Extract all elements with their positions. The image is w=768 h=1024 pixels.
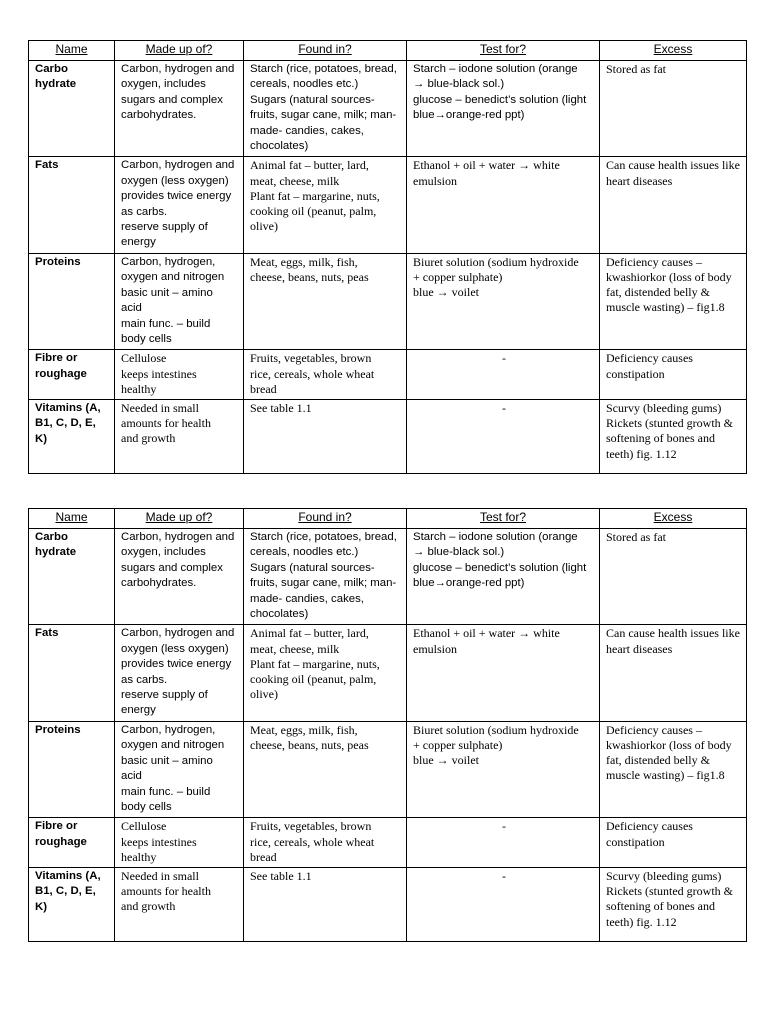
cell-line: Starch – iodone solution (orange (413, 531, 578, 543)
cell-line: fat, distended belly & (606, 285, 710, 300)
cell-line: - (502, 868, 506, 883)
cell-name (29, 529, 115, 625)
cell-excess (600, 721, 747, 817)
cell-test-for (407, 350, 600, 400)
cell-line: Deficiency causes (606, 351, 693, 366)
cell-line: Fibre or (35, 352, 78, 365)
table-row (29, 529, 747, 625)
cell-line: See table 1.1 (250, 400, 312, 415)
table-row (29, 867, 747, 941)
cell-line: Plant fat – margarine, nuts, (250, 656, 380, 671)
cell-test-for (407, 399, 600, 473)
cell-line: basic unit – amino (121, 754, 213, 767)
cell-line: olive) (250, 687, 278, 702)
cell-line: cooking oil (peanut, palm, (250, 672, 377, 687)
cell-line: constipation (606, 834, 665, 849)
cell-found-in (244, 625, 407, 721)
cell-line: Cellulose (121, 819, 167, 834)
cell-line: bread (250, 381, 277, 396)
cell-line: softening of bones and (606, 899, 715, 914)
cell-line: Deficiency causes (606, 819, 693, 834)
cell-line: rice, cereals, whole wheat (250, 834, 375, 849)
cell-test-for (407, 721, 600, 817)
cell-line: Fruits, vegetables, brown (250, 351, 372, 366)
cell-line: amounts for health (121, 884, 211, 899)
cell-found-in (244, 818, 407, 868)
cell-line: teeth) fig. 1.12 (606, 914, 677, 929)
cell-excess (600, 61, 747, 157)
cell-line: → blue-black sol.) (413, 546, 505, 559)
cell-excess (600, 157, 747, 253)
cell-line: energy (121, 704, 156, 717)
table-row (29, 350, 747, 400)
cell-found-in (244, 61, 407, 157)
cell-line: roughage (35, 367, 87, 380)
cell-line: bread (250, 849, 277, 864)
cell-name (29, 253, 115, 349)
cell-line: - (502, 351, 506, 366)
cell-name (29, 399, 115, 473)
cell-line: sugars and complex (121, 93, 223, 106)
cell-line: carbohydrates. (121, 109, 197, 122)
cell-line: Plant fat – margarine, nuts, (250, 188, 380, 203)
cell-found-in (244, 867, 407, 941)
cell-line: Sugars (natural sources- (250, 93, 375, 106)
cell-line: Starch – iodone solution (orange (413, 63, 578, 75)
cell-line: cereals, noodles etc.) (250, 78, 359, 91)
cell-line: chocolates) (250, 608, 309, 621)
cell-line: made- candies, cakes, (250, 124, 364, 137)
cell-line: kwashiorkor (loss of body (606, 738, 732, 753)
cell-line: Ethanol + oil + water → white (413, 626, 560, 641)
cell-line: glucose – benedict’s solution (light (413, 561, 587, 574)
cell-line: provides twice energy (121, 658, 232, 671)
header-excess: Excess (600, 41, 747, 61)
table-row (29, 157, 747, 253)
cell-line: Deficiency causes – (606, 722, 702, 737)
cell-line: blue→orange-red ppt) (413, 577, 525, 590)
cell-line: oxygen, includes (121, 78, 206, 91)
cell-excess (600, 253, 747, 349)
cell-line: emulsion (413, 641, 457, 656)
cell-line: hydrate (35, 546, 77, 559)
header-test-for: Test for? (407, 509, 600, 529)
cell-test-for (407, 157, 600, 253)
cell-name (29, 818, 115, 868)
cell-line: Cellulose (121, 351, 167, 366)
cell-line: Carbon, hydrogen, (121, 723, 216, 736)
cell-line: Stored as fat (606, 530, 666, 544)
cell-line: acid (121, 770, 142, 783)
cell-test-for (407, 529, 600, 625)
cell-line: cheese, beans, nuts, peas (250, 270, 369, 285)
cell-excess (600, 867, 747, 941)
cell-test-for (407, 253, 600, 349)
cell-line: roughage (35, 835, 87, 848)
cell-made-up-of (115, 867, 244, 941)
cell-line: cooking oil (peanut, palm, (250, 204, 377, 219)
cell-line: Can cause health issues like (606, 626, 740, 641)
header-made-up-of: Made up of? (115, 509, 244, 529)
cell-line: Stored as fat (606, 62, 666, 76)
cell-made-up-of (115, 157, 244, 253)
cell-line: teeth) fig. 1.12 (606, 446, 677, 461)
cell-line: meat, cheese, milk (250, 641, 340, 656)
cell-excess (600, 625, 747, 721)
cell-made-up-of (115, 529, 244, 625)
cell-line: Starch (rice, potatoes, bread, (250, 531, 397, 543)
nutrient-table-1 (28, 40, 747, 474)
cell-line: oxygen (less oxygen) (121, 642, 229, 655)
cell-line: and growth (121, 431, 176, 446)
cell-line: Fruits, vegetables, brown (250, 819, 372, 834)
cell-line: Rickets (stunted growth & (606, 884, 733, 899)
cell-made-up-of (115, 61, 244, 157)
cell-line: kwashiorkor (loss of body (606, 270, 732, 285)
cell-found-in (244, 529, 407, 625)
cell-line: as carbs. (121, 205, 168, 218)
cell-line: blue → voilet (413, 285, 479, 300)
cell-name (29, 867, 115, 941)
cell-name (29, 350, 115, 400)
cell-line: fruits, sugar cane, milk; man- (250, 577, 397, 590)
cell-line: healthy (121, 849, 157, 864)
cell-line: oxygen and nitrogen (121, 739, 225, 752)
cell-line: Animal fat – butter, lard, (250, 626, 369, 641)
cell-line: fruits, sugar cane, milk; man- (250, 109, 397, 122)
cell-line: Rickets (stunted growth & (606, 416, 733, 431)
cell-line: hydrate (35, 78, 77, 91)
cell-made-up-of (115, 399, 244, 473)
header-name: Name (29, 509, 115, 529)
cell-line: - (502, 819, 506, 834)
cell-found-in (244, 157, 407, 253)
cell-made-up-of (115, 818, 244, 868)
cell-found-in (244, 721, 407, 817)
cell-line: rice, cereals, whole wheat (250, 366, 375, 381)
cell-line: oxygen (less oxygen) (121, 174, 229, 187)
cell-line: Ethanol + oil + water → white (413, 158, 560, 173)
cell-line: chocolates) (250, 140, 309, 153)
cell-line: Carbon, hydrogen, (121, 255, 216, 268)
cell-line: oxygen and nitrogen (121, 271, 225, 284)
header-found-in: Found in? (244, 509, 407, 529)
cell-line: made- candies, cakes, (250, 592, 364, 605)
cell-line: B1, C, D, E, K) (35, 885, 96, 913)
table-row (29, 721, 747, 817)
cell-line: Meat, eggs, milk, fish, (250, 254, 358, 269)
cell-line: B1, C, D, E, K) (35, 417, 96, 445)
cell-line: heart diseases (606, 173, 673, 188)
cell-made-up-of (115, 253, 244, 349)
cell-line: Starch (rice, potatoes, bread, (250, 63, 397, 75)
cell-line: Proteins (35, 723, 81, 736)
cell-line: Carbo (35, 531, 68, 543)
header-row (29, 41, 747, 61)
nutrient-table-2 (28, 508, 747, 942)
cell-line: + copper sulphate) (413, 270, 503, 285)
cell-line: provides twice energy (121, 190, 232, 203)
cell-line: Proteins (35, 255, 81, 268)
cell-name (29, 157, 115, 253)
cell-line: Biuret solution (sodium hydroxide (413, 254, 579, 269)
cell-line: Scurvy (bleeding gums) (606, 868, 722, 883)
cell-line: cereals, noodles etc.) (250, 546, 359, 559)
cell-name (29, 625, 115, 721)
cell-line: Animal fat – butter, lard, (250, 158, 369, 173)
cell-name (29, 721, 115, 817)
cell-line: Fibre or (35, 820, 78, 833)
cell-line: muscle wasting) – fig1.8 (606, 300, 725, 315)
cell-line: Can cause health issues like (606, 158, 740, 173)
cell-line: Deficiency causes – (606, 254, 702, 269)
cell-line: + copper sulphate) (413, 738, 503, 753)
cell-line: Carbo (35, 63, 68, 75)
cell-line: main func. – build (121, 317, 211, 330)
header-name: Name (29, 41, 115, 61)
cell-line: Vitamins (A, (35, 869, 101, 882)
cell-line: acid (121, 302, 142, 315)
cell-line: and growth (121, 899, 176, 914)
cell-line: Meat, eggs, milk, fish, (250, 722, 358, 737)
header-made-up-of: Made up of? (115, 41, 244, 61)
cell-line: Sugars (natural sources- (250, 561, 375, 574)
cell-test-for (407, 61, 600, 157)
table-row (29, 625, 747, 721)
cell-line: body cells (121, 800, 172, 813)
cell-line: Carbon, hydrogen and (121, 627, 235, 640)
cell-line: blue→orange-red ppt) (413, 109, 525, 122)
table-row (29, 61, 747, 157)
header-row (29, 509, 747, 529)
cell-line: basic unit – amino (121, 286, 213, 299)
cell-line: amounts for health (121, 416, 211, 431)
cell-found-in (244, 350, 407, 400)
cell-line: healthy (121, 381, 157, 396)
cell-line: Vitamins (A, (35, 401, 101, 414)
cell-line: softening of bones and (606, 431, 715, 446)
cell-line: energy (121, 236, 156, 249)
cell-line: keeps intestines (121, 834, 197, 849)
cell-line: emulsion (413, 173, 457, 188)
cell-line: glucose – benedict’s solution (light (413, 93, 587, 106)
cell-line: oxygen, includes (121, 546, 206, 559)
cell-excess (600, 350, 747, 400)
cell-line: main func. – build (121, 785, 211, 798)
cell-line: → blue-black sol.) (413, 78, 505, 91)
cell-found-in (244, 253, 407, 349)
cell-line: keeps intestines (121, 366, 197, 381)
cell-line: See table 1.1 (250, 868, 312, 883)
cell-line: - (502, 400, 506, 415)
cell-line: reserve supply of (121, 221, 208, 234)
cell-line: Scurvy (bleeding gums) (606, 400, 722, 415)
cell-name (29, 61, 115, 157)
cell-line: blue → voilet (413, 753, 479, 768)
cell-line: heart diseases (606, 641, 673, 656)
cell-made-up-of (115, 721, 244, 817)
cell-line: fat, distended belly & (606, 753, 710, 768)
cell-line: olive) (250, 219, 278, 234)
table-row (29, 253, 747, 349)
cell-found-in (244, 399, 407, 473)
cell-line: as carbs. (121, 673, 168, 686)
cell-made-up-of (115, 625, 244, 721)
header-test-for: Test for? (407, 41, 600, 61)
cell-line: sugars and complex (121, 561, 223, 574)
cell-line: muscle wasting) – fig1.8 (606, 768, 725, 783)
cell-test-for (407, 867, 600, 941)
cell-line: Needed in small (121, 400, 199, 415)
cell-line: meat, cheese, milk (250, 173, 340, 188)
cell-excess (600, 399, 747, 473)
cell-line: body cells (121, 332, 172, 345)
cell-test-for (407, 625, 600, 721)
cell-line: Biuret solution (sodium hydroxide (413, 722, 579, 737)
table-row (29, 818, 747, 868)
cell-excess (600, 818, 747, 868)
header-found-in: Found in? (244, 41, 407, 61)
header-excess: Excess (600, 509, 747, 529)
cell-line: Carbon, hydrogen and (121, 531, 235, 543)
cell-made-up-of (115, 350, 244, 400)
cell-test-for (407, 818, 600, 868)
cell-line: Fats (35, 159, 59, 172)
table-row (29, 399, 747, 473)
cell-line: Carbon, hydrogen and (121, 63, 235, 75)
cell-line: cheese, beans, nuts, peas (250, 738, 369, 753)
cell-line: constipation (606, 366, 665, 381)
cell-line: Fats (35, 627, 59, 640)
cell-line: reserve supply of (121, 689, 208, 702)
cell-excess (600, 529, 747, 625)
cell-line: Carbon, hydrogen and (121, 159, 235, 172)
cell-line: carbohydrates. (121, 577, 197, 590)
cell-line: Needed in small (121, 868, 199, 883)
